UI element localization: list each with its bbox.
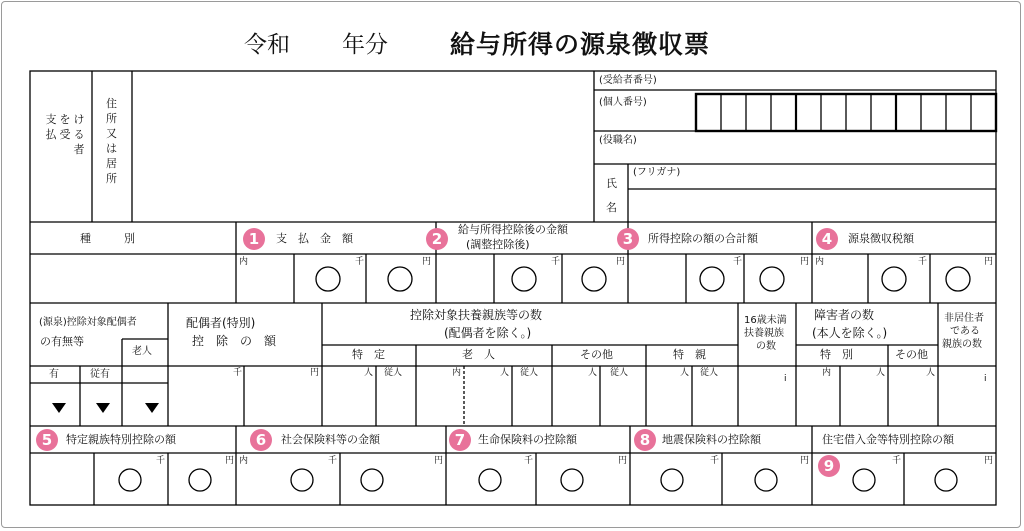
yu-label: 有 (49, 369, 59, 380)
badge-5-icon: 5 (36, 429, 58, 451)
elderly-dropdown-icon[interactable] (145, 403, 159, 413)
unit-sen: 千 (233, 368, 243, 378)
unit-sen: 千 (524, 456, 534, 466)
dependents-title: 控除対象扶養親族等の数 (410, 308, 543, 322)
elderly-label: 老人 (132, 346, 152, 357)
disabled-label: 障害者の数 (814, 308, 875, 322)
sonota2-label: その他 (895, 348, 928, 361)
dependents-sub-title: (配偶者を除く。) (444, 326, 532, 340)
unit-en: 円 (434, 456, 444, 466)
spouse-special-label: 配偶者(特別) (186, 316, 256, 330)
badge-4-icon: 4 (816, 228, 838, 250)
personal-number-label: (個人番号) (599, 97, 647, 108)
unit-en: 円 (616, 257, 626, 267)
badge-9-icon: 9 (818, 455, 840, 477)
nonresident-label-3: 親族の数 (942, 339, 982, 350)
unit-en: 円 (800, 456, 810, 466)
unit-naka: 内 (239, 257, 249, 267)
unit-nin: 人 (500, 368, 510, 378)
paid-amount-label: 支 払 金 額 (276, 232, 353, 245)
withholding-tax-label: 源泉徴収税額 (848, 232, 914, 245)
nonresident-label: 非居住者 (944, 313, 984, 324)
unit-nin: 人 (926, 368, 936, 378)
under16-label-2: 扶養親族 (744, 328, 784, 339)
badge-2-icon: 2 (426, 228, 448, 250)
spouse-presence-label: の有無等 (40, 335, 84, 348)
badge-7-icon: 7 (449, 429, 471, 451)
unit-en: 円 (800, 257, 810, 267)
unit-nonresident: ⅰ (984, 374, 987, 384)
unit-sen: 千 (156, 456, 166, 466)
disabled-sub-label: (本人を除く。) (812, 326, 888, 340)
year-label: 年分 (342, 32, 388, 58)
unit-sen: 千 (355, 257, 365, 267)
earthquake-insurance-label: 地震保険料の控除額 (662, 433, 761, 446)
unit-naka: 内 (239, 456, 249, 466)
unit-en: 円 (618, 456, 628, 466)
badge-3-icon: 3 (617, 228, 639, 250)
tokutei-label: 特 定 (352, 348, 385, 361)
unit-junin: 従人 (610, 368, 629, 378)
special-relative-deduction-label: 特定親族特別控除の額 (66, 433, 176, 446)
unit-sen: 千 (918, 257, 928, 267)
unit-junin: 従人 (700, 368, 719, 378)
after-deduction-label: 給与所得控除後の金額 (458, 223, 568, 236)
unit-junin: 従人 (384, 368, 403, 378)
unit-nin: 人 (588, 368, 598, 378)
life-insurance-label: 生命保険料の控除額 (478, 433, 577, 446)
unit-under16: ⅰ (784, 374, 787, 384)
social-insurance-label: 社会保険料等の金額 (281, 433, 380, 446)
era-label: 令和 (244, 32, 290, 58)
unit-nin: 人 (680, 368, 690, 378)
unit-sen: 千 (892, 456, 902, 466)
unit-en: 円 (984, 257, 994, 267)
unit-en: 円 (422, 257, 432, 267)
unit-junin: 従人 (520, 368, 539, 378)
after-deduction-sub-label: (調整控除後) (466, 238, 530, 251)
spouse-special-sub-label: 控 除 の 額 (192, 334, 277, 348)
type-label: 種 別 (80, 232, 135, 245)
under16-label-3: の数 (756, 341, 776, 352)
tokushin-label: 特 親 (673, 348, 706, 361)
form-title: 給与所得の源泉徴収票 (450, 30, 711, 59)
unit-nin: 人 (876, 368, 886, 378)
tokubetsu-label: 特 別 (820, 348, 853, 361)
nonresident-label-2: である (950, 326, 980, 337)
badge-1-icon: 1 (243, 228, 265, 250)
furigana-label: (フリガナ) (633, 167, 681, 178)
recipient-number-label: (受給者番号) (599, 75, 657, 86)
unit-naka: 内 (452, 368, 462, 378)
unit-en: 円 (310, 368, 320, 378)
unit-naka: 内 (822, 368, 832, 378)
badge-6-icon: 6 (250, 429, 272, 451)
payee-label-1: 支払 (45, 113, 57, 141)
payee-label-2: を受 (59, 113, 71, 141)
unit-sen: 千 (551, 257, 561, 267)
spouse-yes-dropdown-icon[interactable] (52, 403, 66, 413)
unit-sen: 千 (733, 257, 743, 267)
payee-label-3: ける者 (73, 113, 85, 156)
unit-en: 円 (984, 456, 994, 466)
unit-nin: 人 (364, 368, 374, 378)
unit-en: 円 (225, 456, 235, 466)
rojin-label: 老 人 (462, 348, 495, 361)
address-label: 住所又は居所 (106, 97, 117, 185)
housing-loan-label: 住宅借入金等特別控除の額 (822, 433, 954, 446)
total-deduction-label: 所得控除の額の合計額 (648, 232, 758, 245)
spouse-dependent-dropdown-icon[interactable] (96, 403, 110, 413)
under16-label: 16歳未満 (744, 315, 787, 326)
badge-8-icon: 8 (634, 429, 656, 451)
sonota-label: その他 (580, 348, 613, 361)
unit-sen: 千 (328, 456, 338, 466)
position-label: (役職名) (599, 135, 637, 146)
juyu-label: 従有 (90, 369, 110, 380)
spouse-target-label: (源泉)控除対象配偶者 (39, 317, 137, 328)
unit-naka: 内 (815, 257, 825, 267)
unit-sen: 千 (710, 456, 720, 466)
name-label: 氏名 (606, 177, 617, 214)
